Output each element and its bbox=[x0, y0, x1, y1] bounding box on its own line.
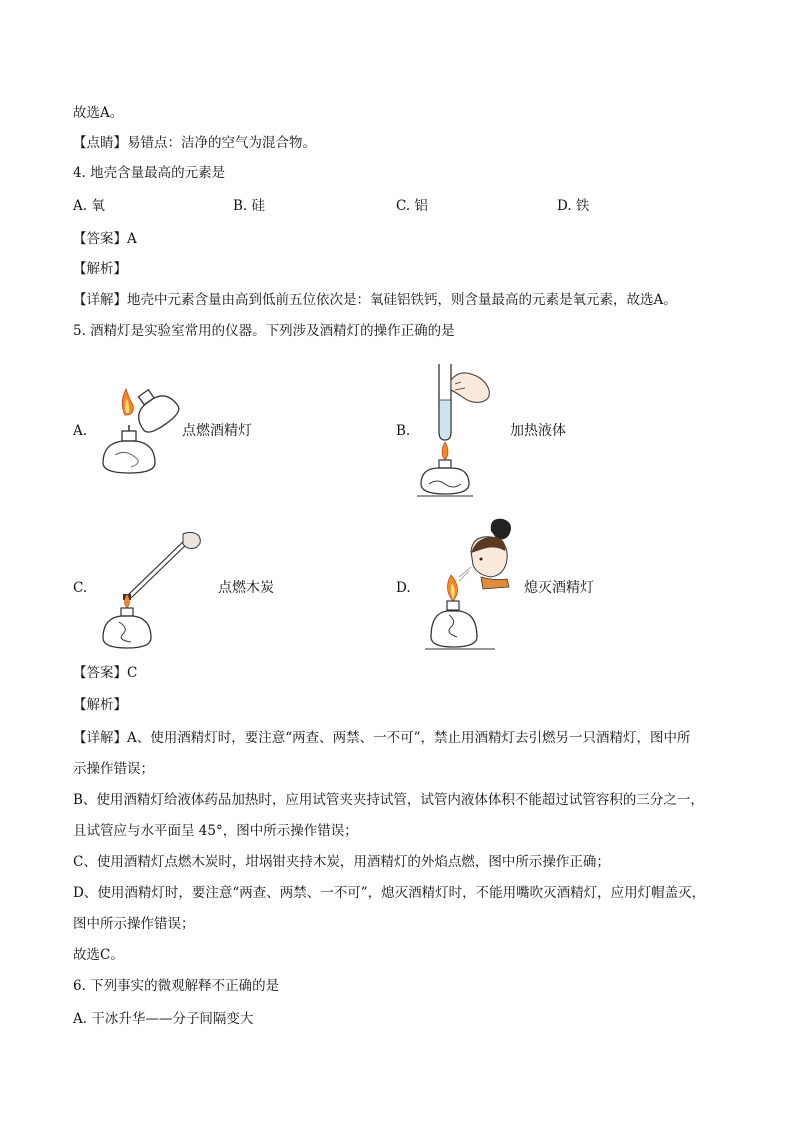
q4-option-a: A. 氧 bbox=[73, 198, 105, 214]
q5-detail-line: B、使用酒精灯给液体药品加热时，应用试管夹夹持试管，试管内液体体积不能超过试管容积的三分之一， bbox=[73, 792, 704, 808]
igniting-charcoal-figure bbox=[95, 530, 215, 655]
q5-option-a-letter: A. bbox=[73, 423, 88, 439]
q5-option-c-letter: C. bbox=[73, 580, 88, 596]
q6-option-a: A. 干冰升华——分子间隔变大 bbox=[73, 1011, 254, 1027]
q5-option-d-caption: 熄灭酒精灯 bbox=[524, 580, 594, 596]
q5-detail-line: C、使用酒精灯点燃木炭时，坩埚钳夹持木炭，用酒精灯的外焰点燃，图中所示操作正确； bbox=[73, 854, 610, 870]
q4-detail: 【详解】地壳中元素含量由高到低前五位依次是：氧硅铝铁钙，则含量最高的元素是氧元素，故选A。 bbox=[73, 292, 677, 308]
q5-detail-line: 【详解】A、使用酒精灯时，要注意“两查、两禁、一不可”，禁止用酒精灯去引燃另一只酒精灯，图中所 bbox=[73, 730, 691, 746]
q5-detail-line: D、使用酒精灯时，要注意“两查、两禁、一不可”，熄灭酒精灯时，不能用嘴吹灭酒精灯，应用灯帽盖灭， bbox=[73, 885, 706, 901]
heating-test-tube-figure bbox=[415, 360, 495, 500]
q4-option-c: C. 铝 bbox=[396, 198, 428, 214]
q4-option-d: D. 铁 bbox=[557, 198, 590, 214]
conclusion-text: 故选A。 bbox=[73, 105, 124, 121]
q5-detail-line: 且试管应与水平面呈 45°，图中所示操作错误； bbox=[73, 823, 358, 839]
question-5-stem: 5. 酒精灯是实验室常用的仪器。下列涉及酒精灯的操作正确的是 bbox=[73, 323, 455, 339]
q5-option-a-caption: 点燃酒精灯 bbox=[182, 423, 252, 439]
question-6-stem: 6. 下列事实的微观解释不正确的是 bbox=[73, 978, 280, 994]
q5-answer: 【答案】C bbox=[73, 665, 138, 681]
blowing-out-lamp-figure bbox=[425, 515, 520, 655]
q4-option-b: B. 硅 bbox=[233, 198, 266, 214]
q5-conclusion: 故选C。 bbox=[73, 947, 124, 963]
q5-analysis-label: 【解析】 bbox=[73, 697, 127, 713]
q5-option-b-caption: 加热液体 bbox=[510, 423, 566, 439]
q4-analysis-label: 【解析】 bbox=[73, 261, 127, 277]
comment-text: 【点睛】易错点：洁净的空气为混合物。 bbox=[73, 135, 316, 151]
q5-detail-line: 图中所示操作错误； bbox=[73, 916, 195, 932]
question-4-stem: 4. 地壳含量最高的元素是 bbox=[73, 165, 226, 181]
q5-detail-line: 示操作错误； bbox=[73, 761, 154, 777]
lamp-lighting-lamp-figure bbox=[95, 385, 185, 480]
q5-option-c-caption: 点燃木炭 bbox=[218, 580, 274, 596]
q4-answer: 【答案】A bbox=[73, 231, 137, 247]
q5-option-d-letter: D. bbox=[396, 580, 411, 596]
q5-option-b-letter: B. bbox=[396, 423, 411, 439]
